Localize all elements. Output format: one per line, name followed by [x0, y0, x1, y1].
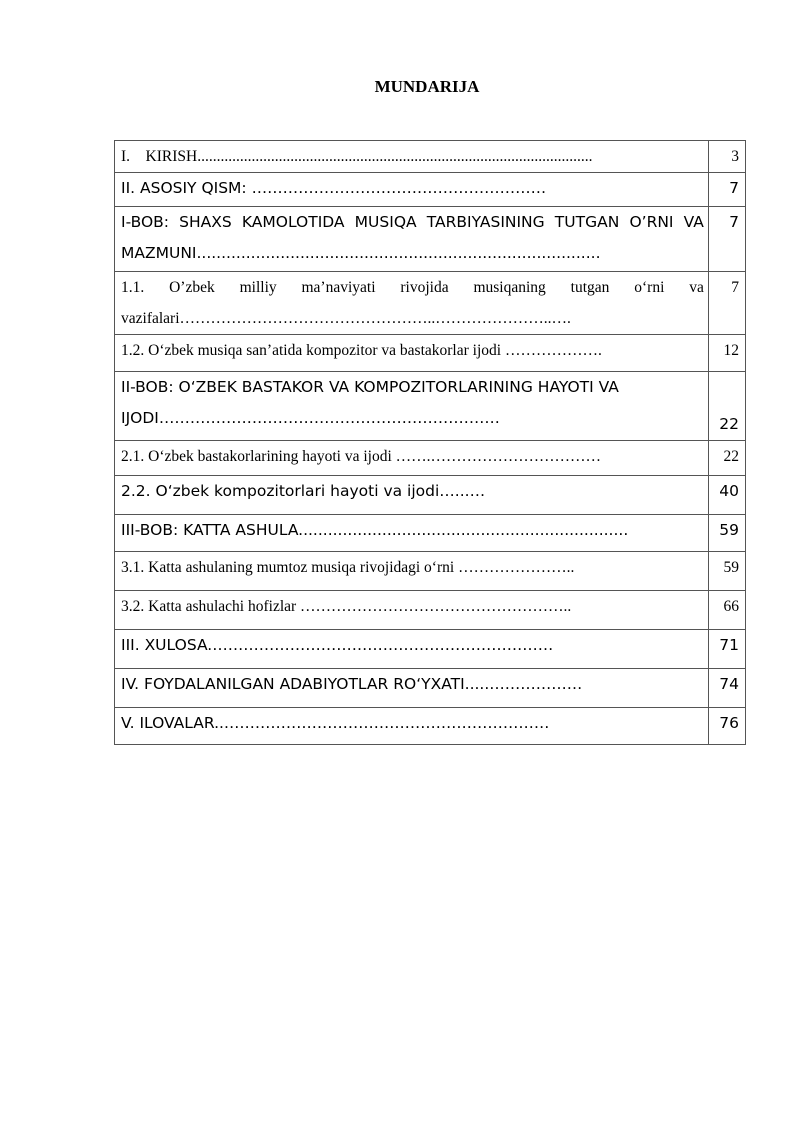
toc-row-section-1-1 — [115, 272, 746, 335]
page-title: MUNDARIJA — [374, 77, 480, 96]
toc-row-chapter-3 — [115, 515, 746, 552]
toc-page-number: 59 — [708, 515, 745, 552]
toc-row-section-2-2 — [115, 476, 746, 515]
table-of-contents — [114, 140, 746, 745]
toc-entry-text: 3.2. Katta ashulachi hofizlar …………………………………………….. — [115, 591, 709, 630]
toc-page-number: 40 — [708, 476, 745, 515]
toc-row-section-2-1 — [115, 441, 746, 476]
toc-page-number: 22 — [708, 372, 745, 441]
toc-entry-text: I-BOB: SHAXS KAMOLOTIDA MUSIQA TARBIYASINING TUTGAN O’RNI VA MAZMUNI.................................................................................. — [115, 207, 709, 272]
toc-row-kirish — [115, 141, 746, 173]
toc-entry-text: 1.1. O’zbek milliy ma’naviyati rivojida musiqaning tutgan o‘rni va vazifalari…………………………………………..…………………..…. — [115, 272, 709, 335]
toc-page-number: 74 — [708, 669, 745, 708]
toc-row-adabiyotlar — [115, 669, 746, 708]
toc-row-xulosa — [115, 630, 746, 669]
toc-entry-text: 2.2. O‘zbek kompozitorlari hayoti va ijodi…...… — [115, 476, 709, 515]
toc-page-number: 3 — [708, 141, 745, 173]
toc-page-number: 66 — [708, 591, 745, 630]
toc-row-chapter-1 — [115, 207, 746, 272]
toc-entry-text: II-BOB: O‘ZBEK BASTAKOR VA KOMPOZITORLARINING HAYOTI VA IJODI………………………………………………………… — [115, 372, 709, 441]
toc-row-section-1-2 — [115, 335, 746, 372]
toc-page-number: 59 — [708, 552, 745, 591]
toc-entry-text: 3.1. Katta ashulaning mumtoz musiqa rivojidagi o‘rni ………………….. — [115, 552, 709, 591]
toc-page-number: 76 — [708, 708, 745, 745]
toc-page-number: 12 — [708, 335, 745, 372]
toc-page-number: 7 — [708, 173, 745, 207]
toc-row-chapter-2 — [115, 372, 746, 441]
toc-page-number: 7 — [708, 207, 745, 272]
toc-row-section-3-1 — [115, 552, 746, 591]
toc-entry-text: IV. FOYDALANILGAN ADABIYOTLAR RO‘YXATI.....……………… — [115, 669, 709, 708]
toc-row-ilovalar — [115, 708, 746, 745]
toc-entry-text: II. ASOSIY QISM: ………………………………………………… — [115, 173, 709, 207]
toc-entry-text: III. XULOSA.………………………………………………………… — [115, 630, 709, 669]
toc-page-number: 71 — [708, 630, 745, 669]
toc-entry-text: V. ILOVALAR..……………………………………………………… — [115, 708, 709, 745]
toc-entry-text: 2.1. O‘zbek bastakorlarining hayoti va ijodi …….…………………………… — [115, 441, 709, 476]
toc-entry-text: I. KIRISH...................................................................................................... — [115, 141, 709, 173]
toc-row-asosiy-qism — [115, 173, 746, 207]
toc-page-number: 7 — [708, 272, 745, 335]
toc-entry-text: 1.2. O‘zbek musiqa san’atida kompozitor va bastakorlar ijodi ………………. — [115, 335, 709, 372]
toc-page-number: 22 — [708, 441, 745, 476]
toc-entry-text: III-BOB: KATTA ASHULA................................................................... — [115, 515, 709, 552]
toc-row-section-3-2 — [115, 591, 746, 630]
